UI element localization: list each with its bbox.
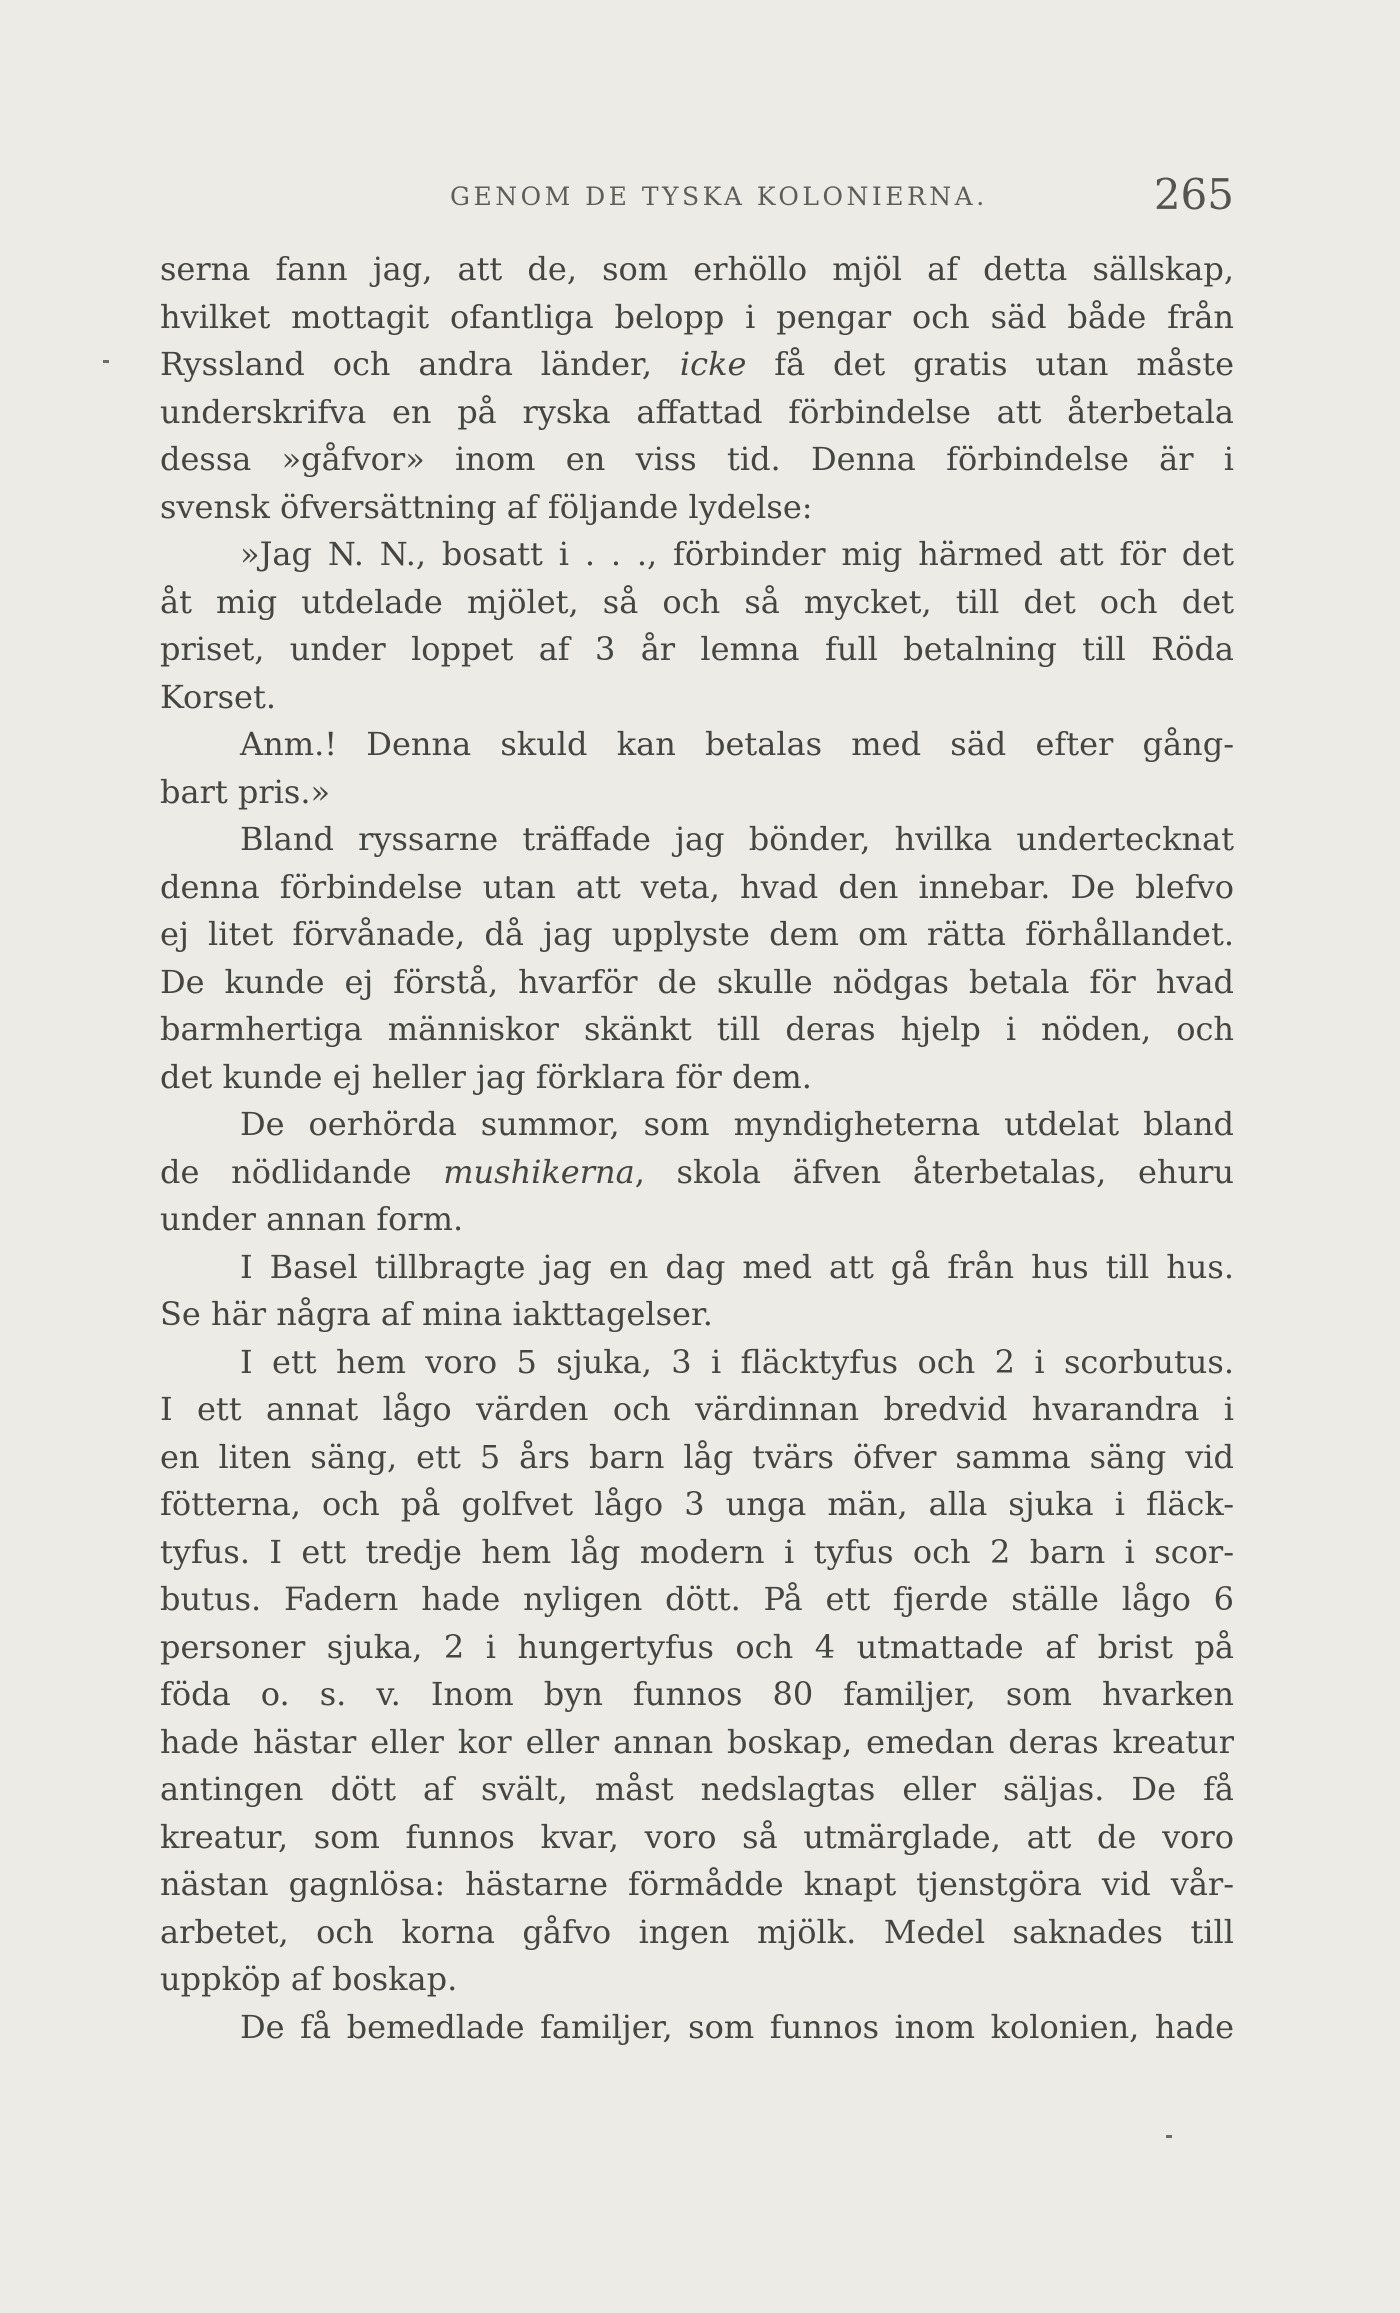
text-line: åt mig utdelade mjölet, så och så mycket, till det och det [160,582,1234,621]
text-line: denna förbindelse utan att veta, hvad den innebar. De blefvo [160,867,1234,906]
text-line: underskrifva en på ryska affattad förbindelse att återbetala [160,392,1234,431]
bottom-mark [1166,2135,1172,2138]
text-line: dessa »gåfvor» inom en viss tid. Denna förbindelse är i [160,440,1234,478]
text-line: I ett annat lågo värden och värdinnan bredvid hvarandra i [160,1390,1234,1428]
text-line: Ryssland och andra länder, icke få det gratis utan måste [160,345,1234,383]
text-line: nästan gagnlösa: hästarne förmådde knapt tjenstgöra vid vår- [160,1865,1234,1903]
text-line: uppköp af boskap. [160,1960,458,1998]
text-line: Korset. [160,677,276,716]
running-title: GENOM DE TYSKA KOLONIERNA. [450,182,988,211]
text-line: butus. Fadern hade nyligen dött. På ett fjerde ställe lågo 6 [160,1580,1234,1618]
text-line: personer sjuka, 2 i hungertyfus och 4 utmattade af brist på [160,1627,1234,1666]
text-line: under annan form. [160,1200,464,1238]
text-line: Bland ryssarne träffade jag bönder, hvilka undertecknat [240,820,1234,858]
text-line: svensk öfversättning af följande lydelse: [160,487,813,526]
text-line: »Jag N. N., bosatt i . . ., förbinder mig härmed att för det [240,535,1234,573]
text-line: De kunde ej förstå, hvarför de skulle nödgas betala för hvad [160,962,1234,1001]
text-line: Se här några af mina iakttagelser. [160,1295,713,1333]
page-header [160,170,1234,226]
page-number: 265 [1153,170,1234,219]
margin-mark [103,360,109,363]
text-line: hade hästar eller kor eller annan boskap, emedan deras kreatur [160,1722,1234,1761]
text-line: fötterna, och på golfvet lågo 3 unga män, alla sjuka i fläck- [160,1485,1234,1523]
text-line: de nödlidande mushikerna, skola äfven återbetalas, ehuru [160,1152,1234,1191]
text-line: det kunde ej heller jag förklara för dem. [160,1057,812,1096]
text-line: tyfus. I ett tredje hem låg modern i tyfus och 2 barn i scor- [160,1532,1234,1571]
text-line: föda o. s. v. Inom byn funnos 80 familjer, som hvarken [160,1675,1234,1713]
text-line: serna fann jag, att de, som erhöllo mjöl af detta sällskap, [160,250,1234,288]
text-line: barmhertiga människor skänkt till deras hjelp i nöden, och [160,1010,1234,1048]
text-line: en liten säng, ett 5 års barn låg tvärs öfver samma säng vid [160,1437,1234,1476]
text-line: antingen dött af svält, måst nedslagtas eller säljas. De få [160,1770,1234,1808]
emphasis: icke [679,345,747,383]
text-line: hvilket mottagit ofantliga belopp i pengar och säd både från [160,297,1234,336]
text-line: arbetet, och korna gåfvo ingen mjölk. Medel saknades till [160,1912,1234,1951]
text-line: Anm.! Denna skuld kan betalas med säd efter gång- [240,725,1234,763]
text-line: priset, under loppet af 3 år lemna full betalning till Röda [160,630,1234,668]
text-line: ej litet förvånade, då jag upplyste dem om rätta förhållandet. [160,915,1234,953]
text-line: kreatur, som funnos kvar, voro så utmärglade, att de voro [160,1817,1234,1856]
text-line: De oerhörda summor, som myndigheterna utdelat bland [240,1105,1234,1143]
text-line: I ett hem voro 5 sjuka, 3 i fläcktyfus och 2 i scorbutus. [240,1342,1234,1381]
text-line: I Basel tillbragte jag en dag med att gå från hus till hus. [240,1247,1234,1286]
body-text [160,246,1234,2051]
text-line: De få bemedlade familjer, som funnos inom kolonien, hade [240,2007,1234,2046]
text-line: bart pris.» [160,772,331,811]
emphasis: mushikerna [443,1152,635,1191]
